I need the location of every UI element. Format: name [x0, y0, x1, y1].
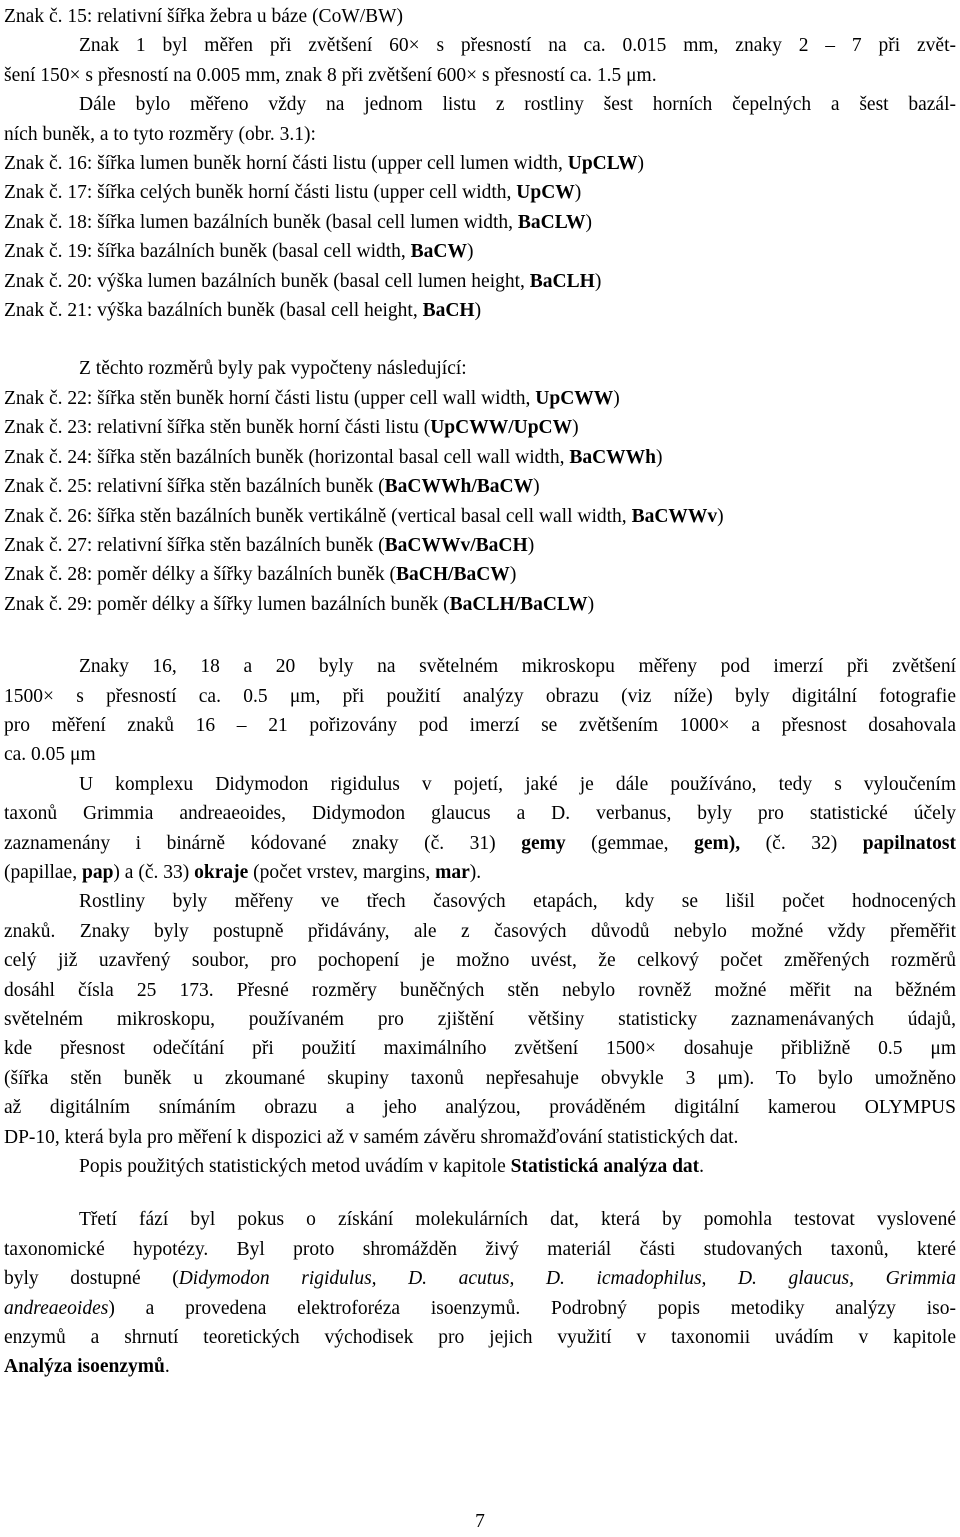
character-29: Znak č. 29: poměr délky a šířky lumen bazálních buněk (BaCLH/BaCLW): [4, 593, 595, 615]
text-line: andreaeoides) a provedena elektroforéza isoenzymů. Podrobný popis metodiky analýzy iso-: [4, 1297, 956, 1319]
text-line: pro měření znaků 16 – 21 pořizovány pod imerzí se zvětšením 1000× a přesnost dosahovala: [4, 714, 956, 736]
character-16: Znak č. 16: šířka lumen buněk horní části listu (upper cell lumen width, UpCLW): [4, 153, 644, 175]
spacer: [4, 1181, 956, 1205]
text-line: Dále bylo měřeno vždy na jednom listu z rostliny šest horních čepelných a šest bazál-: [79, 94, 956, 116]
abbrev: BaCH: [422, 300, 475, 322]
text-line: taxonů Grimmia andreaeoides, Didymodon glaucus a D. verbanus, byly pro statistické účely: [4, 803, 956, 825]
text-line: byly dostupné (Didymodon rigidulus, D. acutus, D. icmadophilus, D. glaucus, Grimmia: [4, 1268, 956, 1290]
text-line: Analýza isoenzymů.: [4, 1356, 170, 1378]
text-line: Třetí fází byl pokus o získání molekulárních dat, která by pomohla testovat vyslovené: [79, 1209, 956, 1231]
text-line: znaků. Znaky byly postupně přidávány, ale z časových důvodů nebylo možné vždy přeměřit: [4, 920, 956, 942]
text-line: ních buněk, a to tyto rozměry (obr. 3.1):: [4, 123, 316, 145]
character-21: Znak č. 21: výška bazálních buněk (basal cell height, BaCH): [4, 300, 482, 322]
text-line: zaznamenány i binárně kódované znaky (č. 31) gemy (gemmae, gem), (č. 32) papilnatost: [4, 832, 956, 854]
text-line: Znak č. 15: relativní šířka žebra u báze (CoW/BW): [4, 6, 404, 27]
character-28: Znak č. 28: poměr délky a šířky bazálních buněk (BaCH/BaCW): [4, 564, 517, 586]
character-25: Znak č. 25: relativní šířka stěn bazálních buněk (BaCWWh/BaCW): [4, 476, 540, 498]
character-26: Znak č. 26: šířka stěn bazálních buněk vertikálně (vertical basal cell wall width, BaCWWv): [4, 505, 724, 527]
spacer: [4, 619, 956, 652]
text-line: DP-10, která byla pro měření k dispozici až v samém závěru shromažďování statistických dat.: [4, 1126, 739, 1148]
character-17: Znak č. 17: šířka celých buněk horní části listu (upper cell width, UpCW): [4, 182, 582, 204]
text-line: Rostliny byly měřeny ve třech časových etapách, kdy se lišil počet hodnocených: [79, 891, 956, 913]
abbrev: UpCLW: [567, 153, 638, 175]
character-27: Znak č. 27: relativní šířka stěn bazálních buněk (BaCWWv/BaCH): [4, 534, 535, 556]
text-line: taxonomické hypotézy. Byl proto shromážděn živý materiál části studovaných taxonů, které: [4, 1238, 956, 1260]
character-24: Znak č. 24: šířka stěn bazálních buněk (horizontal basal cell wall width, BaCWWh): [4, 446, 663, 468]
abbrev: BaCLH: [529, 270, 595, 292]
text-line: (papillae, pap) a (č. 33) okraje (počet vrstev, margins, mar).: [4, 861, 482, 883]
derived-heading: Z těchto rozměrů byly pak vypočteny následující:: [79, 358, 467, 380]
text-line: Znaky 16, 18 a 20 byly na světelném mikroskopu měřeny pod imerzí při zvětšení: [79, 656, 956, 678]
abbrev: BaCWWh: [569, 446, 657, 468]
abbrev: UpCWW: [535, 387, 614, 409]
character-18: Znak č. 18: šířka lumen bazálních buněk (basal cell lumen width, BaCLW): [4, 211, 592, 233]
paragraph-molecular: [4, 1205, 956, 1381]
text-line: šení 150× s přesností na 0.005 mm, znak 8 při zvětšení 600× s přesností ca. 1.5 μm.: [4, 64, 657, 86]
abbrev: BaCW: [410, 241, 467, 263]
abbrev: BaCLH/BaCLW: [449, 593, 588, 615]
text-line: (šířka stěn buněk u zkoumané skupiny taxonů nepřesahuje obvykle 3 μm). To bylo umožněno: [4, 1067, 956, 1089]
character-23: Znak č. 23: relativní šířka stěn buněk horní části listu (UpCWW/UpCW): [4, 417, 579, 439]
character-list: [4, 2, 956, 619]
paragraph-methods-ref: Popis použitých statistických metod uvádím v kapitole Statistická analýza dat.: [79, 1156, 705, 1178]
abbrev: UpCWW/UpCW: [430, 417, 573, 439]
text-line: 1500× s přesností ca. 0.5 μm, při použití analýzy obrazu (viz níže) byly digitální fotografie: [4, 685, 956, 707]
abbrev: BaCWWv: [631, 505, 718, 527]
text-line: kde přesnost odečítání při použití maximálního zvětšení 1500× dosahuje přibližně 0.5 μm: [4, 1038, 956, 1060]
character-19: Znak č. 19: šířka bazálních buněk (basal cell width, BaCW): [4, 241, 474, 263]
text-line: ca. 0.05 μm: [4, 744, 96, 766]
page-number: 7: [475, 1511, 485, 1532]
abbrev: BaCH/BaCW: [396, 564, 510, 586]
paragraph-immersion: [4, 652, 956, 770]
character-20: Znak č. 20: výška lumen bazálních buněk (basal cell lumen height, BaCLH): [4, 270, 602, 292]
chapter-ref: Analýza isoenzymů: [4, 1356, 165, 1378]
abbrev: BaCWWv/BaCH: [384, 534, 528, 556]
text-line: celý již uzavřený soubor, pro pochopení je možno uvést, že celkový počet změřených rozměrů: [4, 950, 956, 972]
character-22: Znak č. 22: šířka stěn buněk horní části listu (upper cell wall width, UpCWW): [4, 387, 620, 409]
text-line: dosáhl čísla 25 173. Přesné rozměry buněčných stěn nebylo rovněž možné měřit na běžném: [4, 979, 956, 1001]
paragraph-stages: [4, 887, 956, 1152]
abbrev: UpCW: [516, 182, 575, 204]
text-line: U komplexu Didymodon rigidulus v pojetí, jaké je dále používáno, tedy s vyloučením: [79, 773, 956, 795]
abbrev: BaCLW: [517, 211, 586, 233]
chapter-ref: Statistická analýza dat: [510, 1156, 700, 1178]
spacer: [4, 325, 956, 354]
text-line: enzymů a shrnutí teoretických východisek pro jejich využití v taxonomii uvádím v kapitole: [4, 1327, 956, 1349]
text-line: Znak 1 byl měřen při zvětšení 60× s přesností na ca. 0.015 mm, znaky 2 – 7 při zvět-: [79, 35, 956, 57]
paragraph-complex: [4, 770, 956, 888]
text-line: až digitálním snímáním obrazu a jeho analýzou, prováděném digitální kamerou OLYMPUS: [4, 1097, 956, 1119]
abbrev: BaCWWh/BaCW: [384, 476, 534, 498]
text-line: světelném mikroskopu, používaném pro zjištění většiny statisticky zaznamenávaných údajů,: [4, 1009, 956, 1030]
